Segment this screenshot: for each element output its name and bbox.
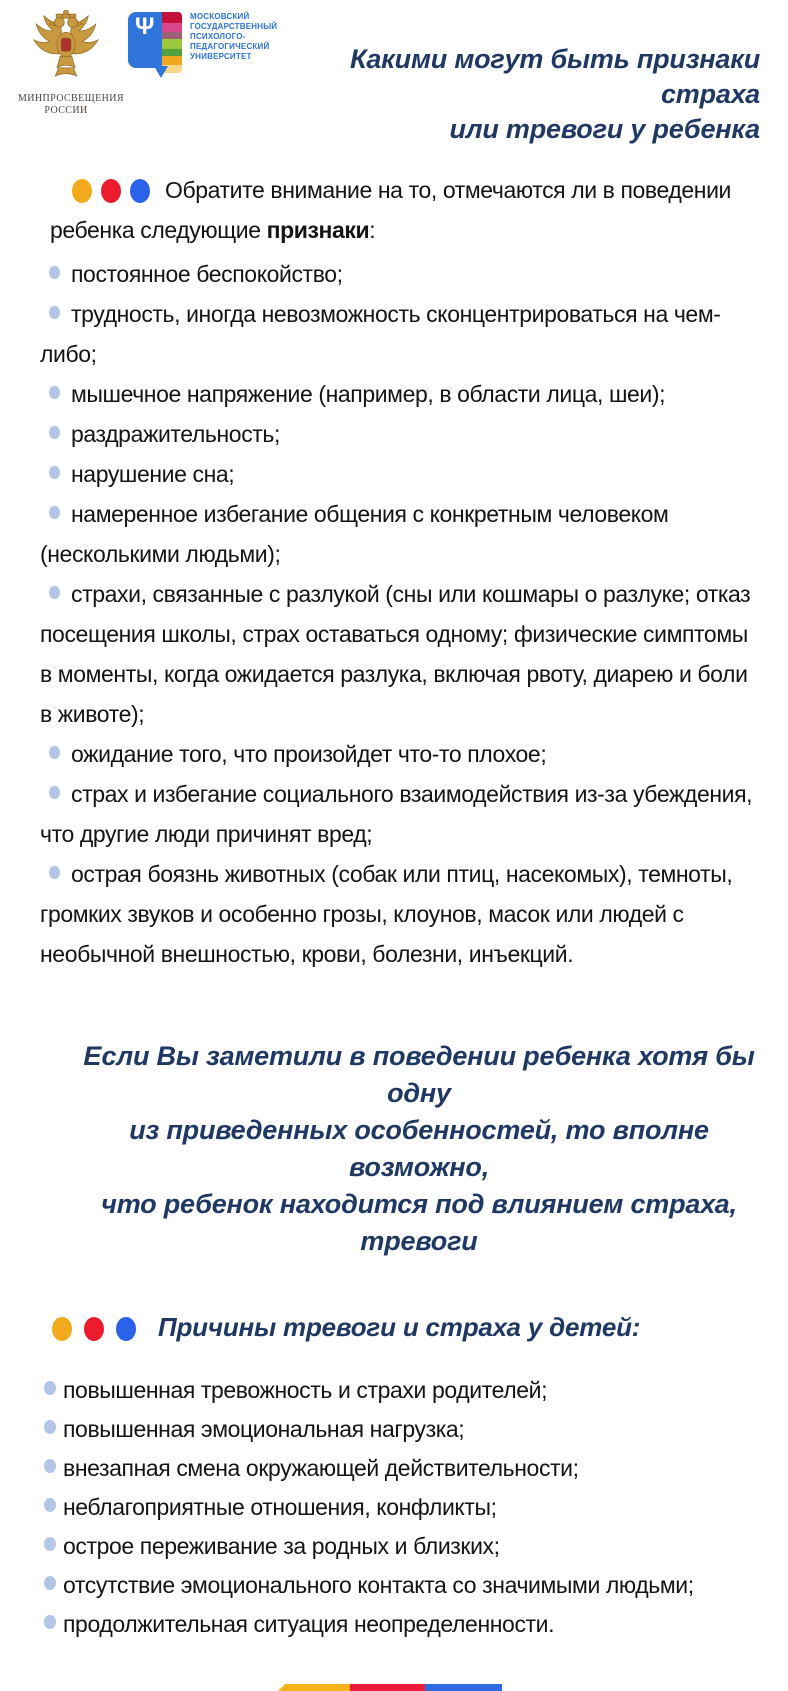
bullet-dot-icon xyxy=(49,786,60,799)
list-item-text: мышечное напряжение (например, в области лица, шеи); xyxy=(71,381,666,407)
university-logo xyxy=(128,12,277,73)
bullet-dot-icon xyxy=(49,466,60,479)
list-item xyxy=(40,1449,764,1488)
note-line2: из приведенных особенностей, то вполне возможно, xyxy=(129,1115,709,1182)
list-item-text: внезапная смена окружающей действительности; xyxy=(63,1455,579,1481)
bullet-dot-icon xyxy=(49,306,60,319)
bullet-dot-icon xyxy=(44,1537,56,1551)
psi-bubble-icon xyxy=(128,12,162,68)
logo-group xyxy=(18,10,277,117)
list-item xyxy=(40,1488,764,1527)
bullet-dot-icon xyxy=(44,1459,56,1473)
accent-dot-blue-icon xyxy=(130,179,150,203)
list-item-text: продолжительная ситуация неопределенности. xyxy=(63,1611,555,1637)
bullet-dot-icon xyxy=(44,1381,56,1395)
university-emblem-icon xyxy=(128,12,182,73)
bullet-dot-icon xyxy=(49,586,60,599)
list-item-text: ожидание того, что произойдет что-то плохое; xyxy=(71,741,547,767)
list-item xyxy=(40,254,764,294)
header xyxy=(0,0,788,144)
list-item-text: повышенная эмоциональная нагрузка; xyxy=(63,1416,465,1442)
university-name-line: УНИВЕРСИТЕТ xyxy=(190,52,252,61)
bullet-dot-icon xyxy=(44,1420,56,1434)
bullet-dot-icon xyxy=(49,426,60,439)
tricolor-divider xyxy=(278,1684,502,1691)
list-item xyxy=(40,1527,764,1566)
list-item xyxy=(40,574,764,734)
bullet-dot-icon xyxy=(44,1576,56,1590)
bullet-dot-icon xyxy=(49,386,60,399)
bullet-dot-icon xyxy=(44,1615,56,1629)
note-line3: что ребенок находится под влиянием страха, тревоги xyxy=(101,1189,737,1256)
note-line1: Если Вы заметили в поведении ребенка хотя бы одну xyxy=(83,1041,755,1108)
divider-blue-segment xyxy=(425,1684,502,1691)
university-name-line: ПЕДАГОГИЧЕСКИЙ xyxy=(190,42,270,51)
list-item-text: страх и избегание социального взаимодействия из-за убеждения, что другие люди причинят вред; xyxy=(40,781,753,847)
causes-heading-text: Причины тревоги и страха у детей: xyxy=(158,1312,641,1342)
list-item-text: намеренное избегание общения с конкретным человеком (несколькими людьми); xyxy=(40,501,669,567)
intro-colon: : xyxy=(369,217,376,243)
causes-heading xyxy=(52,1312,788,1343)
accent-dot-blue-icon xyxy=(116,1317,136,1341)
ministry-logo xyxy=(18,10,124,117)
list-item-text: острая боязнь животных (собак или птиц, насекомых), темноты, громких звуков и особенно грозы, клоунов, масок или людей с необычной внешностью, крови, болезни, инъекций. xyxy=(40,861,733,967)
list-item-text: повышенная тревожность и страхи родителей; xyxy=(63,1377,548,1403)
list-item xyxy=(40,1605,764,1644)
bullet-dot-icon xyxy=(49,866,60,879)
ministry-caption xyxy=(18,93,124,117)
list-item xyxy=(40,294,764,374)
signs-list xyxy=(40,254,764,974)
list-item xyxy=(40,854,764,974)
bubble-tail-icon xyxy=(154,66,168,78)
list-item xyxy=(40,454,764,494)
list-item-text: раздражительность; xyxy=(71,421,281,447)
ministry-caption-line2: РОССИИ xyxy=(44,105,88,116)
list-item-text: страхи, связанные с разлукой (сны или кошмары о разлуке; отказ посещения школы, страх оставаться одному; физические симптомы в моменты, когда ожидается разлука, включая рвоту, диарею и боли в животе); xyxy=(40,581,751,727)
university-name-line: ПСИХОЛОГО- xyxy=(190,32,246,41)
divider-yellow-segment xyxy=(278,1684,350,1691)
list-item-text: острое переживание за родных и близких; xyxy=(63,1533,500,1559)
intro-bold-word: признаки xyxy=(266,217,370,243)
list-item xyxy=(40,374,764,414)
ministry-caption-line1: МИНПРОСВЕЩЕНИЯ xyxy=(18,93,124,104)
list-item xyxy=(40,414,764,454)
accent-dot-red-icon xyxy=(101,179,121,203)
list-item-text: нарушение сна; xyxy=(71,461,235,487)
list-item-text: отсутствие эмоционального контакта со значимыми людьми; xyxy=(63,1572,694,1598)
double-headed-eagle-icon xyxy=(26,10,106,86)
list-item-text: постоянное беспокойство; xyxy=(71,261,343,287)
list-item xyxy=(40,494,764,574)
page-title-line1: Какими могут быть признаки страха xyxy=(349,44,760,109)
bullet-dot-icon xyxy=(49,746,60,759)
intro-text: Обратите внимание на то, отмечаются ли в поведении ребенка следующие xyxy=(50,177,731,243)
university-name-line: ГОСУДАРСТВЕННЫЙ xyxy=(190,22,278,31)
page-title-line2: или тревоги у ребенка xyxy=(449,114,760,144)
highlight-note xyxy=(74,1038,764,1260)
list-item xyxy=(40,774,764,854)
list-item-text: неблагоприятные отношения, конфликты; xyxy=(63,1494,497,1520)
bullet-dot-icon xyxy=(49,266,60,279)
university-name-line: МОСКОВСКИЙ xyxy=(190,12,250,21)
accent-dot-red-icon xyxy=(84,1317,104,1341)
bullet-dot-icon xyxy=(44,1498,56,1512)
list-item xyxy=(40,734,764,774)
intro-paragraph xyxy=(50,170,762,250)
bullet-dot-icon xyxy=(49,506,60,519)
university-name xyxy=(190,12,277,62)
divider-red-segment xyxy=(350,1684,425,1691)
list-item xyxy=(40,1566,764,1605)
color-tiles-icon xyxy=(162,12,182,73)
list-item xyxy=(40,1371,764,1410)
causes-list xyxy=(40,1371,764,1644)
page-title xyxy=(277,10,760,147)
list-item xyxy=(40,1410,764,1449)
list-item-text: трудность, иногда невозможность сконцентрироваться на чем-либо; xyxy=(40,301,721,367)
accent-dot-yellow-icon xyxy=(72,179,92,203)
accent-dot-yellow-icon xyxy=(52,1317,72,1341)
psi-symbol: Ψ xyxy=(135,13,155,40)
